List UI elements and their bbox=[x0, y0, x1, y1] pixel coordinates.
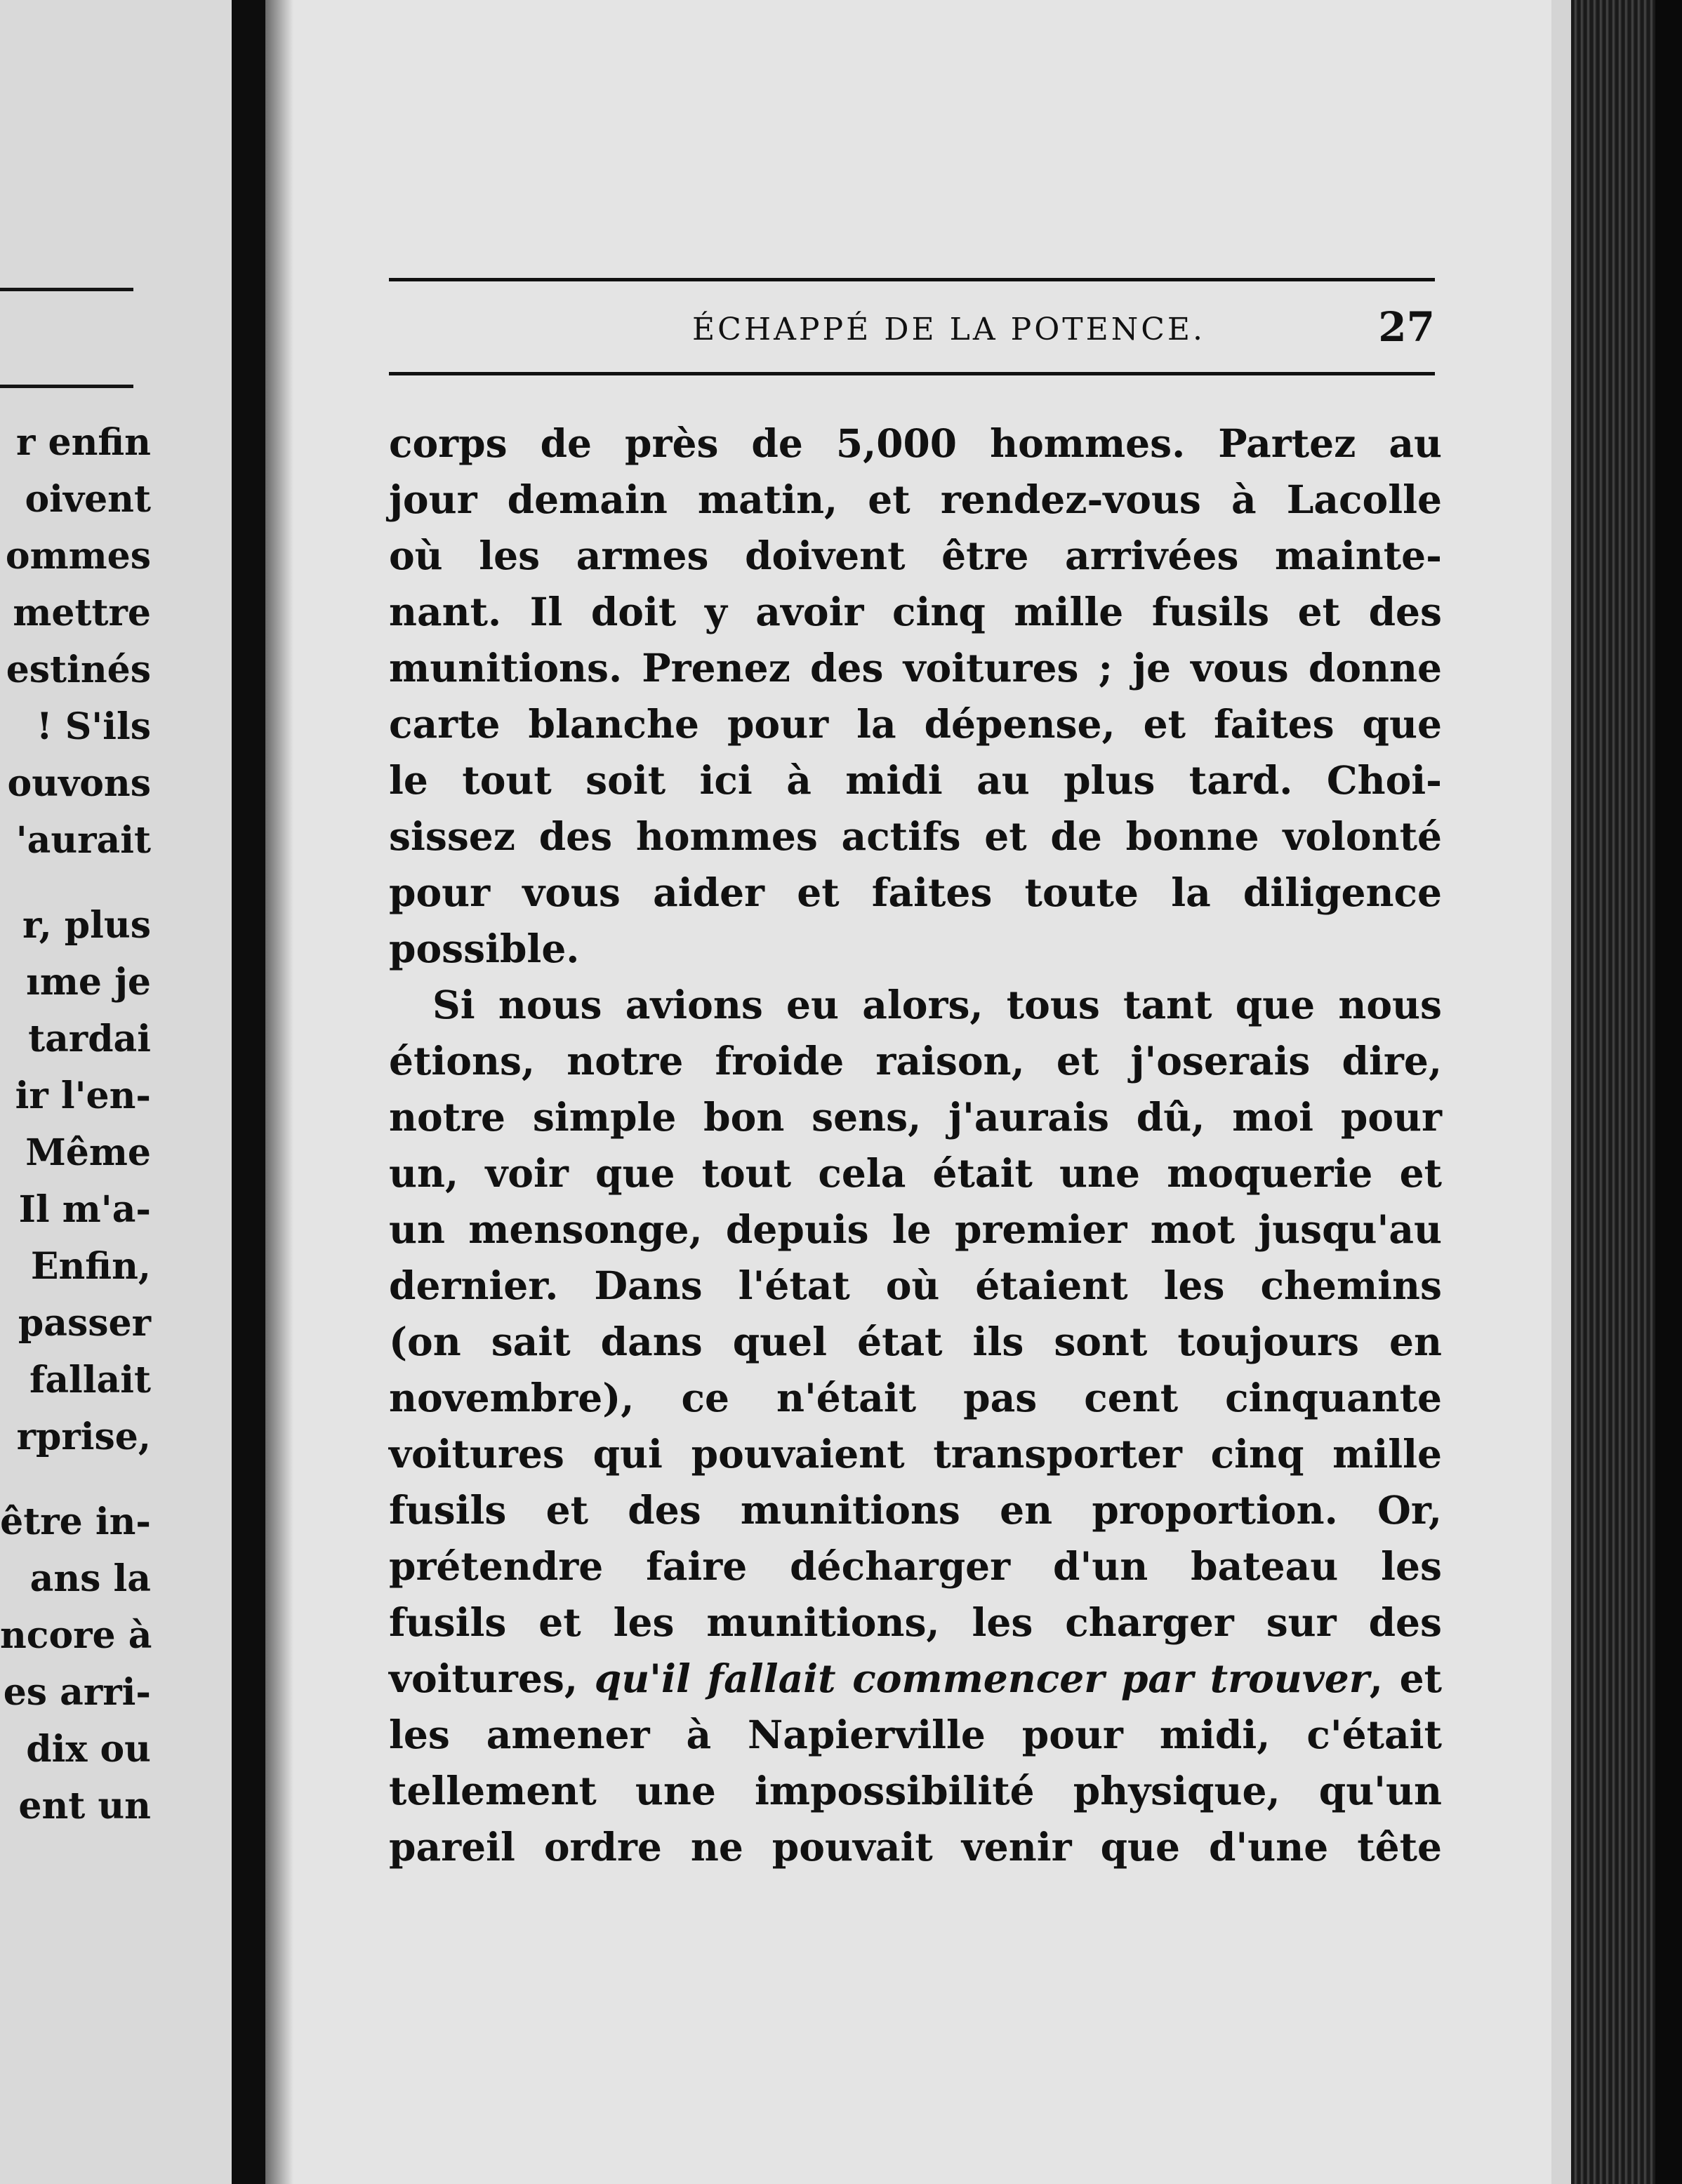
text-segment: , et bbox=[1369, 1656, 1442, 1701]
previous-page bbox=[0, 0, 232, 2184]
text-segment: voitures, bbox=[389, 1656, 578, 1701]
previous-page-line: ommes bbox=[5, 535, 151, 578]
previous-page-line: estinés bbox=[6, 648, 151, 691]
previous-page-line: ıme je bbox=[26, 961, 151, 1004]
text-line: notre simple bon sens, j'aurais dû, moi pour bbox=[389, 1094, 1442, 1140]
text-line: Si nous avions eu alors, tous tant que nous bbox=[432, 982, 1442, 1027]
text-line: novembre), ce n'était pas cent cinquante bbox=[389, 1375, 1442, 1420]
previous-page-line: r, plus bbox=[22, 904, 151, 947]
previous-page-line: ouvons bbox=[7, 762, 151, 805]
previous-page-line: Enfin, bbox=[30, 1245, 151, 1288]
gutter-shadow bbox=[265, 0, 293, 2184]
previous-page-line: 'aurait bbox=[15, 819, 151, 862]
text-line: carte blanche pour la dépense, et faites que bbox=[389, 701, 1442, 747]
previous-page-line: fallait bbox=[29, 1359, 151, 1401]
text-line: un mensonge, depuis le premier mot jusqu'au bbox=[389, 1206, 1442, 1252]
text-line-with-italic bbox=[389, 1651, 1442, 1707]
text-line: tellement une impossibilité physique, qu'un bbox=[389, 1768, 1442, 1813]
book-fore-edge bbox=[1571, 0, 1655, 2184]
text-line: nant. Il doit y avoir cinq mille fusils et des bbox=[389, 589, 1442, 634]
text-line: étions, notre froide raison, et j'oserais dire, bbox=[389, 1038, 1442, 1084]
paragraph-gap bbox=[0, 869, 151, 897]
text-line: le tout soit ici à midi au plus tard. Choi- bbox=[389, 757, 1442, 803]
previous-page-line: dix ou bbox=[26, 1728, 151, 1771]
previous-page-line: oivent bbox=[25, 478, 151, 521]
text-line: possible. bbox=[389, 926, 580, 971]
previous-page-line: Il m'a- bbox=[18, 1188, 151, 1231]
text-line: dernier. Dans l'état où étaient les chemins bbox=[389, 1263, 1442, 1308]
text-line: les amener à Napierville pour midi, c'était bbox=[389, 1712, 1442, 1757]
previous-page-line: passer bbox=[18, 1302, 151, 1345]
text-line: fusils et les munitions, les charger sur des bbox=[389, 1599, 1442, 1645]
previous-page-line: ncore à bbox=[0, 1614, 152, 1657]
book-cover-edge bbox=[1655, 0, 1682, 2184]
italic-phrase: qu'il fallait commencer par trouver bbox=[594, 1656, 1370, 1701]
previous-page-line: mettre bbox=[13, 592, 151, 634]
previous-page-line: ir l'en- bbox=[15, 1074, 151, 1117]
running-title: ÉCHAPPÉ DE LA POTENCE. bbox=[692, 312, 1206, 347]
text-line: un, voir que tout cela était une moquerie et bbox=[389, 1150, 1442, 1196]
text-line: corps de près de 5,000 hommes. Partez au bbox=[389, 420, 1442, 466]
previous-page-line: être in- bbox=[0, 1500, 151, 1543]
previous-page-line: ! S'ils bbox=[36, 705, 151, 748]
text-line: munitions. Prenez des voitures ; je vous donne bbox=[389, 645, 1442, 691]
previous-page-line: ent un bbox=[18, 1785, 151, 1827]
text-line: voitures qui pouvaient transporter cinq mille bbox=[389, 1431, 1442, 1477]
page-number: 27 bbox=[1378, 303, 1435, 351]
text-line: jour demain matin, et rendez-vous à Lacolle bbox=[389, 477, 1442, 522]
text-line: pour vous aider et faites toute la diligence bbox=[389, 870, 1442, 915]
paragraph-gap bbox=[0, 1465, 151, 1493]
text-line: pareil ordre ne pouvait venir que d'une tête bbox=[389, 1824, 1442, 1870]
page-edge bbox=[1551, 0, 1571, 2184]
text-line: fusils et des munitions en proportion. Or, bbox=[389, 1487, 1442, 1533]
text-line: sissez des hommes actifs et de bonne volonté bbox=[389, 813, 1442, 859]
previous-page-line: tardai bbox=[28, 1018, 151, 1060]
book-gutter bbox=[232, 0, 265, 2184]
text-line: (on sait dans quel état ils sont toujours en bbox=[389, 1319, 1442, 1364]
previous-page-rule-top bbox=[0, 288, 133, 291]
previous-page-rule-bottom bbox=[0, 385, 133, 388]
body-text bbox=[389, 415, 1442, 1875]
previous-page-line: r enfin bbox=[15, 421, 151, 464]
text-line: où les armes doivent être arrivées mainte- bbox=[389, 533, 1442, 578]
running-head bbox=[389, 303, 1435, 351]
header-rule-top bbox=[389, 278, 1435, 281]
current-page bbox=[293, 0, 1551, 2184]
previous-page-line: rprise, bbox=[16, 1416, 151, 1458]
previous-page-text bbox=[0, 414, 151, 1835]
header-rule-bottom bbox=[389, 372, 1435, 375]
previous-page-line: es arri- bbox=[3, 1671, 151, 1714]
text-line: prétendre faire décharger d'un bateau les bbox=[389, 1543, 1442, 1589]
previous-page-line: Même bbox=[25, 1131, 151, 1174]
previous-page-line: ans la bbox=[29, 1557, 151, 1600]
